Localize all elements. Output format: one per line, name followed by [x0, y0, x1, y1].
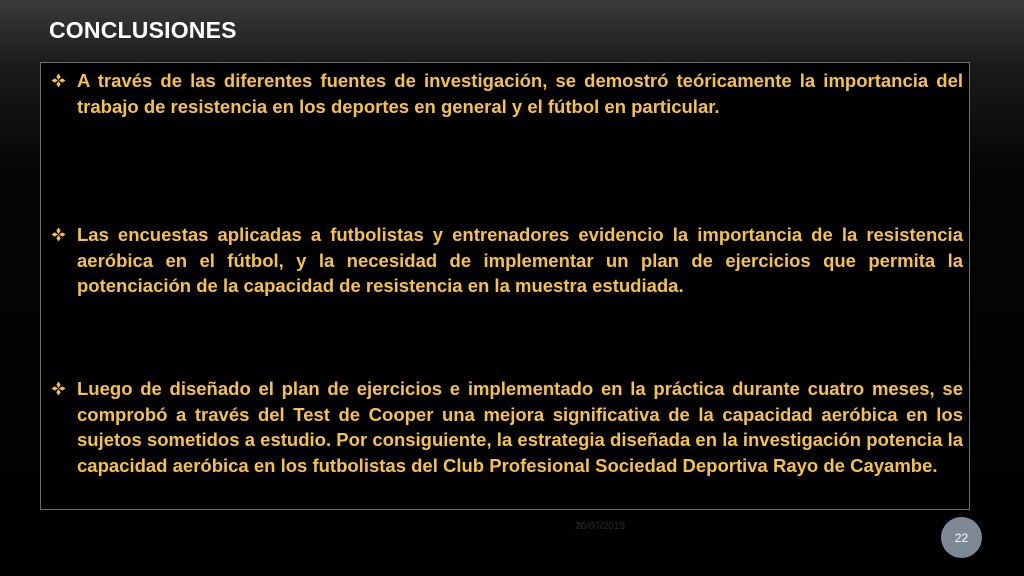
- conclusion-item-2: [51, 222, 963, 299]
- slide-title: CONCLUSIONES: [49, 17, 237, 43]
- conclusion-text-1: A través de las diferentes fuentes de investigación, se demostró teóricamente la importancia del trabajo de resistencia en los deportes en general y el fútbol en particular.: [77, 70, 963, 117]
- conclusion-item-1: [51, 68, 963, 119]
- conclusion-text-3: Luego de diseñado el plan de ejercicios e implementado en la práctica durante cuatro meses, se comprobó a través del Test de Cooper una mejora significativa de la capacidad aeróbica en los sujetos sometidos a estudio. Por consiguiente, la estrategia diseñada en la investigación potencia la capacidad aeróbica en los futbolistas del Club Profesional Sociedad Deportiva Rayo de Cayambe.: [77, 378, 963, 476]
- four-diamond-bullet-icon: [51, 222, 77, 244]
- four-diamond-bullet-icon: [51, 68, 77, 90]
- conclusion-item-3: [51, 376, 963, 478]
- four-diamond-bullet-icon: [51, 376, 77, 398]
- conclusion-text-2: Las encuestas aplicadas a futbolistas y entrenadores evidencio la importancia de la resistencia aeróbica en el fútbol, y la necesidad de implementar un plan de ejercicios que permita la potenciación de la capacidad de resistencia en la muestra estudiada.: [77, 224, 963, 296]
- conclusions-box: [40, 62, 970, 510]
- slide-date: 26/07/2019: [575, 521, 626, 532]
- page-number-badge: 22: [941, 517, 982, 558]
